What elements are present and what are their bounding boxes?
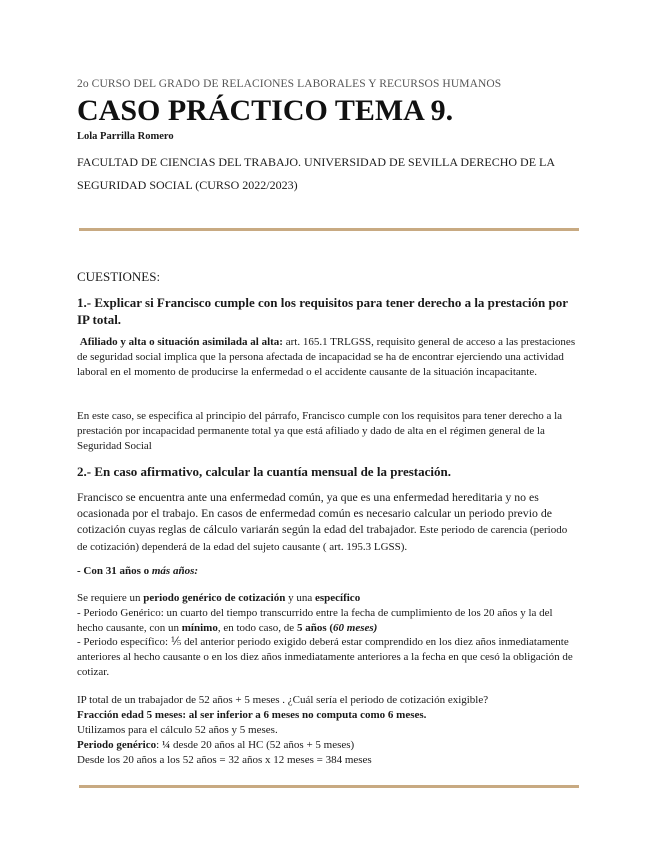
q2-p1-small: Este periodo de carencia (periodo de cotización) dependerá de la edad del sujeto causante ( art. 195.3 LGSS). <box>77 524 568 553</box>
pg-bold: Periodo genérico <box>77 739 157 751</box>
pg-frac: ¼ <box>161 739 171 751</box>
gen-b: mínimo <box>181 622 218 634</box>
gen-e: 60 meses) <box>333 622 378 634</box>
generic-period-calc <box>77 738 354 753</box>
ip-question: IP total de un trabajador de 52 años + 5 meses . ¿Cuál sería el periodo de cotización exigible? <box>77 694 489 706</box>
age-label <box>77 564 198 579</box>
bottom-divider <box>79 785 579 788</box>
gen-d: 5 años ( <box>296 622 334 634</box>
question-2: 2.- En caso afirmativo, calcular la cuantía mensual de la prestación. <box>77 464 451 479</box>
specific-period: - Periodo específico: ⅕ del anterior periodo exigido deberá estar comprendido en los diez años inmediatamente anteriores al hecho causante o en los diez años inmediatamente anteriores a la fecha en que cesó la obligación de cotizar. <box>77 636 573 678</box>
age-label-italic: más años: <box>151 565 199 577</box>
gen-c: , en todo caso, de <box>217 622 297 634</box>
q2-paragraph-1 <box>77 489 579 555</box>
pg-mid: : <box>156 739 162 751</box>
generic-period <box>77 606 579 636</box>
req-b: periodo genérico de cotización <box>143 592 286 604</box>
course-line: 2o CURSO DEL GRADO DE RELACIONES LABORALES Y RECURSOS HUMANOS <box>77 78 502 90</box>
age-label-bold: - Con 31 años o <box>77 565 152 577</box>
req-c: y una <box>285 592 315 604</box>
requirement-line <box>77 591 360 606</box>
author-name: Lola Parrilla Romero <box>77 131 174 142</box>
faculty-line: FACULTAD DE CIENCIAS DEL TRABAJO. UNIVERSIDAD DE SEVILLA DERECHO DE LA SEGURIDAD SOCIAL (CURSO 2022/2023) <box>77 155 555 192</box>
pg-rest: desde 20 años al HC (52 años + 5 meses) <box>170 739 355 751</box>
q1-paragraph-2: En este caso, se especifica al principio del párrafo, Francisco cumple con los requisitos para tener derecho a la prestación por incapacidad permanente total ya que está afiliado y dado de alta en el régimen general de la Seguridad Social <box>77 410 563 452</box>
calc-note: Utilizamos para el cálculo 52 años y 5 meses. <box>77 724 278 736</box>
q1-p1-bold: Afiliado y alta o situación asimilada al alta: <box>79 336 283 348</box>
page-title: CASO PRÁCTICO TEMA 9. <box>77 94 454 127</box>
req-a: Se requiere un <box>77 592 144 604</box>
top-divider <box>79 228 579 231</box>
fraction-note: Fracción edad 5 meses: al ser inferior a 6 meses no computa como 6 meses. <box>77 709 427 721</box>
section-label: CUESTIONES: <box>77 269 161 284</box>
question-1: 1.- Explicar si Francisco cumple con los requisitos para tener derecho a la prestación por IP total. <box>77 295 568 327</box>
q1-paragraph-1 <box>77 335 579 380</box>
gen-a: - Periodo Genérico: un cuarto del tiempo transcurrido entre la fecha de cumplimiento de los 20 años y la del hecho causante, con un <box>77 607 553 634</box>
q1-p1-rest: art. 165.1 TRLGSS, requisito general de acceso a las prestaciones de seguridad social implica que la persona afectada de incapacidad se ha de encontrar ejerciendo una actividad laboral en el momento de producirse la enfermedad o el accidente causante de la situación incapacitante. <box>77 336 576 378</box>
months-calc: Desde los 20 años a los 52 años = 32 años x 12 meses = 384 meses <box>77 754 372 766</box>
q2-p1-text: Francisco se encuentra ante una enfermedad común, ya que es una enfermedad hereditaria y no es ocasionada por el trabajo. En casos de enfermedad común es necesario calcular un periodo previo de cotización cuyas reglas de cálculo variarán según la edad del trabajador. <box>77 490 552 536</box>
req-d: específico <box>314 592 361 604</box>
